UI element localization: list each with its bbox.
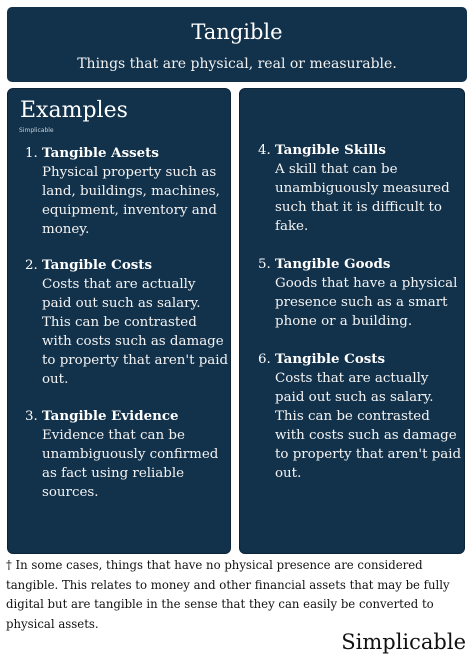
item-name: Tangible Goods xyxy=(275,256,391,272)
list-item xyxy=(25,144,229,239)
item-name: Tangible Costs xyxy=(275,351,386,367)
item-description: Costs that are actually paid out such as salary. This can be contrasted with costs such as damage to property that aren't paid out. xyxy=(275,371,462,481)
title-banner xyxy=(7,7,467,82)
item-number: 6. xyxy=(258,352,271,367)
item-description: Costs that are actually paid out such as salary. This can be contrasted with costs such as damage to property that aren't paid out. xyxy=(42,277,229,387)
examples-heading: Examples xyxy=(20,98,128,123)
item-name: Tangible Assets xyxy=(42,145,159,161)
footnote: † In some cases, things that have no physical presence are considered tangible. This relates to money and other financial assets that may be fully digital but are tangible in the sense that they can easily be converted to physical assets. xyxy=(6,558,450,631)
item-number: 1. xyxy=(25,146,38,161)
item-name: Tangible Costs xyxy=(42,257,153,273)
list-item xyxy=(258,141,462,236)
item-name: Tangible Skills xyxy=(275,142,386,158)
item-name: Tangible Evidence xyxy=(42,408,179,424)
page-title: Tangible xyxy=(191,20,283,44)
item-number: 2. xyxy=(25,258,38,273)
item-number: 3. xyxy=(25,409,38,424)
page-subtitle: Things that are physical, real or measurable. xyxy=(77,56,397,72)
list-item xyxy=(25,256,229,389)
item-description: Physical property such as land, buildings, machines, equipment, inventory and money. xyxy=(42,165,220,237)
list-item xyxy=(258,350,462,483)
watermark: Simplicable xyxy=(19,127,54,134)
list-item xyxy=(258,255,462,331)
examples-panel-right xyxy=(239,88,465,554)
list-item xyxy=(25,407,229,502)
item-description: Goods that have a physical presence such as a smart phone or a building. xyxy=(275,276,458,329)
brand-logo-text: Simplicable xyxy=(341,630,466,654)
item-description: Evidence that can be unambiguously confirmed as fact using reliable sources. xyxy=(42,428,219,500)
item-number: 5. xyxy=(258,257,271,272)
item-description: A skill that can be unambiguously measured such that it is difficult to fake. xyxy=(275,162,450,234)
item-number: 4. xyxy=(258,143,271,158)
examples-panel-left xyxy=(7,88,231,554)
